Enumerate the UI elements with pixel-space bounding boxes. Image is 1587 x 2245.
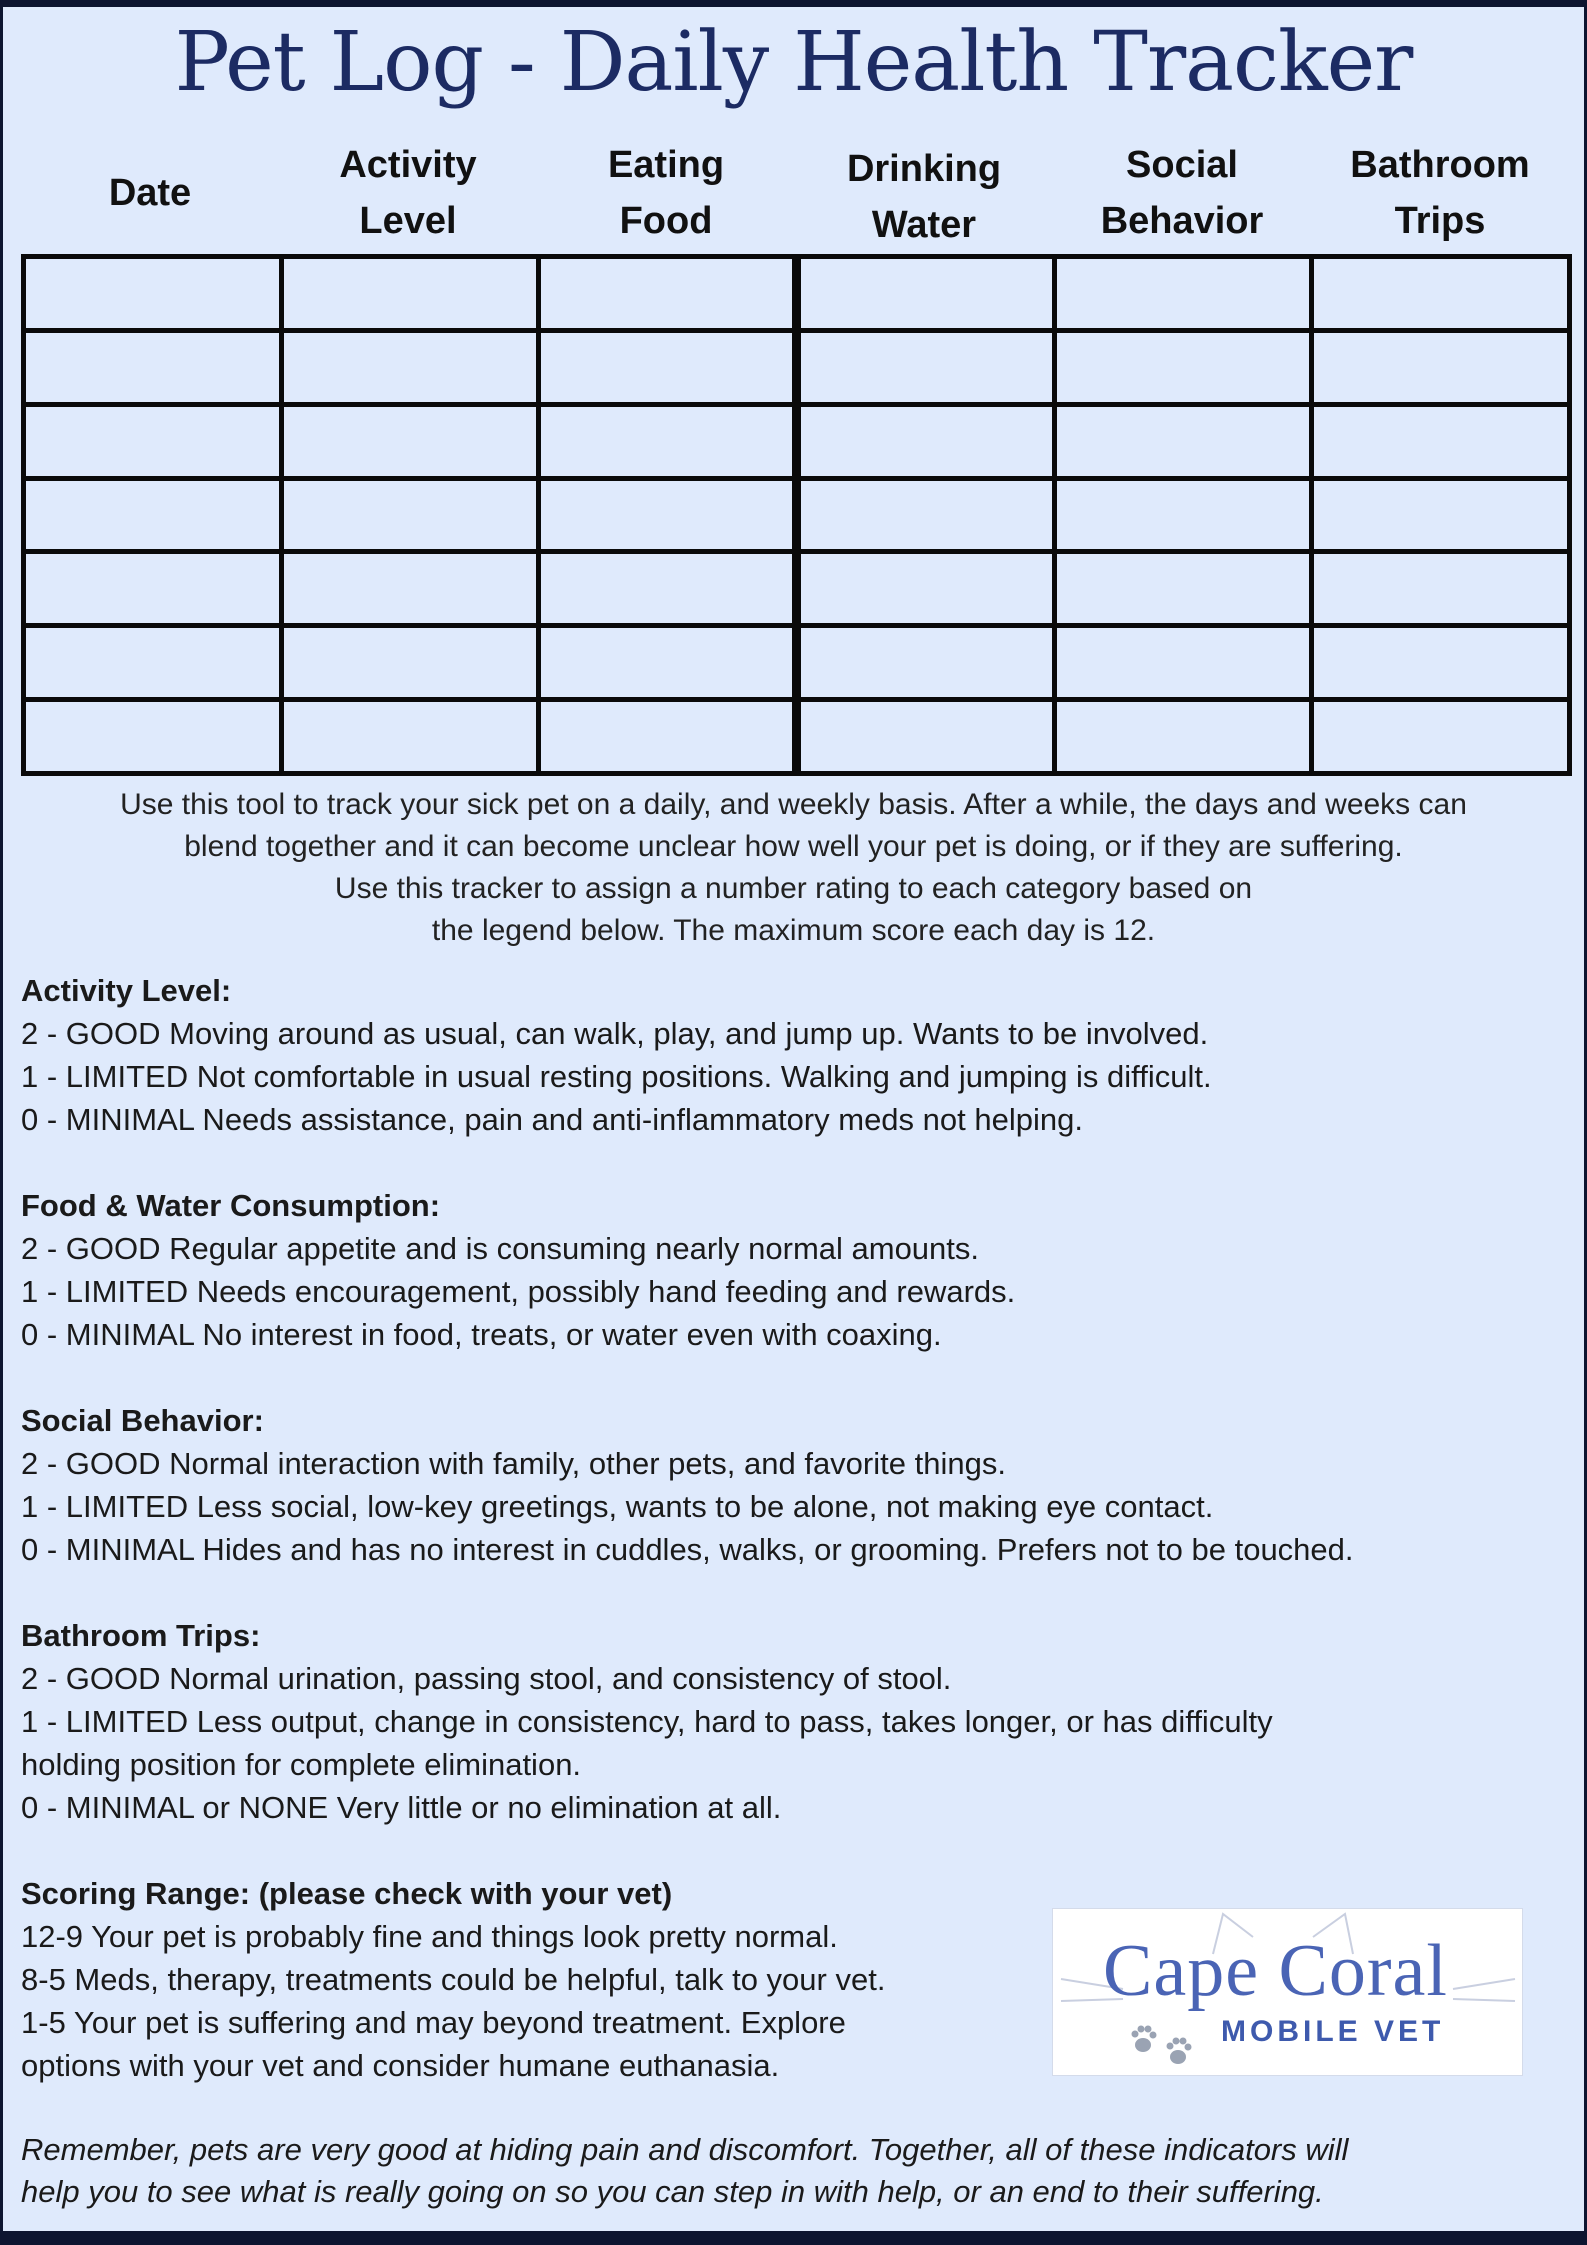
- paw-print-icon: [1123, 2017, 1213, 2069]
- remember-line: help you to see what is really going on so you can step in with help, or an end to their suffering.: [21, 2174, 1324, 2209]
- col-head-social: [1053, 137, 1311, 249]
- grid-row: [24, 478, 1570, 552]
- social-legend: [21, 1399, 1576, 1571]
- col-head-bathroom: [1311, 137, 1569, 249]
- tracker-grid: [21, 254, 1572, 776]
- legend-line: 1 - LIMITED Needs encouragement, possibly hand feeding and rewards.: [21, 1274, 1016, 1309]
- logo-subtitle: MOBILE VET: [1221, 2015, 1445, 2048]
- legend-line: 12-9 Your pet is probably fine and things look pretty normal.: [21, 1919, 838, 1954]
- col-head-bathroom-line2: Trips: [1394, 200, 1486, 242]
- grid-cell[interactable]: [796, 404, 1054, 478]
- bathroom-legend: [21, 1614, 1576, 1829]
- col-head-date: [21, 165, 279, 221]
- grid-row: [24, 404, 1570, 478]
- grid-row: [24, 626, 1570, 700]
- legend-line: 0 - MINIMAL No interest in food, treats, or water even with coaxing.: [21, 1317, 942, 1352]
- grid-row: [24, 700, 1570, 774]
- grid-cell[interactable]: [24, 552, 282, 626]
- legend-line: holding position for complete elimination.: [21, 1747, 582, 1782]
- grid-row: [24, 330, 1570, 404]
- scoring-heading: Scoring Range: (please check with your vet): [21, 1876, 673, 1911]
- grid-cell[interactable]: [281, 626, 539, 700]
- tracker-table: [21, 254, 1572, 776]
- grid-cell[interactable]: [1312, 478, 1570, 552]
- grid-cell[interactable]: [281, 700, 539, 774]
- food-heading: Food & Water Consumption:: [21, 1188, 441, 1223]
- grid-cell[interactable]: [539, 626, 797, 700]
- page-title: Pet Log - Daily Health Tracker: [174, 15, 1413, 110]
- cape-coral-logo: [1052, 1908, 1523, 2076]
- col-head-activity-line1: Activity: [339, 144, 477, 186]
- grid-cell[interactable]: [1054, 552, 1312, 626]
- intro-line: the legend below. The maximum score each day is 12.: [431, 914, 1156, 947]
- grid-cell[interactable]: [539, 478, 797, 552]
- social-heading: Social Behavior:: [21, 1403, 264, 1438]
- grid-cell[interactable]: [796, 478, 1054, 552]
- grid-cell[interactable]: [1054, 478, 1312, 552]
- legend-line: 0 - MINIMAL or NONE Very little or no elimination at all.: [21, 1790, 782, 1825]
- intro-line: Use this tool to track your sick pet on a daily, and weekly basis. After a while, the days and weeks can: [120, 788, 1467, 821]
- col-head-drinking-line2: Water: [871, 204, 977, 246]
- col-head-social-line2: Behavior: [1100, 200, 1264, 242]
- grid-cell[interactable]: [539, 552, 797, 626]
- grid-cell[interactable]: [1054, 626, 1312, 700]
- grid-cell[interactable]: [539, 330, 797, 404]
- grid-cell[interactable]: [1054, 404, 1312, 478]
- bathroom-heading: Bathroom Trips:: [21, 1618, 261, 1653]
- grid-cell[interactable]: [1312, 626, 1570, 700]
- food-legend: [21, 1184, 1576, 1356]
- grid-cell[interactable]: [281, 257, 539, 331]
- legend-line: 0 - MINIMAL Needs assistance, pain and anti-inflammatory meds not helping.: [21, 1102, 1083, 1137]
- grid-cell[interactable]: [796, 700, 1054, 774]
- legend-line: 2 - GOOD Normal urination, passing stool, and consistency of stool.: [21, 1661, 952, 1696]
- col-head-bathroom-line1: Bathroom: [1350, 144, 1530, 186]
- grid-cell[interactable]: [796, 626, 1054, 700]
- grid-cell[interactable]: [281, 478, 539, 552]
- activity-heading: Activity Level:: [21, 973, 232, 1008]
- remember-note: [21, 2129, 1571, 2213]
- grid-cell[interactable]: [281, 404, 539, 478]
- grid-cell[interactable]: [796, 552, 1054, 626]
- grid-cell[interactable]: [281, 330, 539, 404]
- intro-line: Use this tracker to assign a number rating to each category based on: [334, 872, 1253, 905]
- legend-line: 1-5 Your pet is suffering and may beyond treatment. Explore: [21, 2005, 846, 2040]
- legend-line: 1 - LIMITED Less social, low-key greetings, wants to be alone, not making eye contact.: [21, 1489, 1214, 1524]
- grid-cell[interactable]: [24, 700, 282, 774]
- legend-line: 2 - GOOD Regular appetite and is consuming nearly normal amounts.: [21, 1231, 980, 1266]
- col-head-date-line1: Date: [108, 172, 192, 214]
- grid-cell[interactable]: [281, 552, 539, 626]
- activity-legend: [21, 969, 1576, 1141]
- grid-cell[interactable]: [1054, 257, 1312, 331]
- col-head-activity: [279, 137, 537, 249]
- grid-cell[interactable]: [24, 330, 282, 404]
- legend-line: 2 - GOOD Normal interaction with family, other pets, and favorite things.: [21, 1446, 1006, 1481]
- grid-row: [24, 257, 1570, 331]
- grid-cell[interactable]: [24, 404, 282, 478]
- remember-line: Remember, pets are very good at hiding pain and discomfort. Together, all of these indicators will: [21, 2132, 1349, 2167]
- grid-cell[interactable]: [24, 626, 282, 700]
- grid-cell[interactable]: [1054, 330, 1312, 404]
- grid-cell[interactable]: [24, 478, 282, 552]
- grid-row: [24, 552, 1570, 626]
- grid-cell[interactable]: [1312, 552, 1570, 626]
- grid-cell[interactable]: [796, 330, 1054, 404]
- legend-line: 0 - MINIMAL Hides and has no interest in cuddles, walks, or grooming. Prefers not to be touched.: [21, 1532, 1354, 1567]
- col-head-eating-line1: Eating: [607, 144, 725, 186]
- grid-cell[interactable]: [1312, 330, 1570, 404]
- grid-cell[interactable]: [1054, 700, 1312, 774]
- col-head-social-line1: Social: [1126, 144, 1238, 186]
- grid-cell[interactable]: [1312, 700, 1570, 774]
- grid-cell[interactable]: [796, 257, 1054, 331]
- grid-cell[interactable]: [1312, 404, 1570, 478]
- logo-name: Cape Coral: [1103, 1930, 1448, 2012]
- intro-text: [3, 784, 1584, 952]
- grid-cell[interactable]: [1312, 257, 1570, 331]
- col-head-drinking: [795, 141, 1053, 253]
- legend-line: 1 - LIMITED Not comfortable in usual resting positions. Walking and jumping is difficult.: [21, 1059, 1212, 1094]
- legend-line: 1 - LIMITED Less output, change in consistency, hard to pass, takes longer, or has difficulty: [21, 1704, 1273, 1739]
- grid-cell[interactable]: [539, 700, 797, 774]
- legend-line: 2 - GOOD Moving around as usual, can walk, play, and jump up. Wants to be involved.: [21, 1016, 1209, 1051]
- column-headers: [21, 137, 1572, 252]
- grid-cell[interactable]: [24, 257, 282, 331]
- legend-line: 8-5 Meds, therapy, treatments could be helpful, talk to your vet.: [21, 1962, 886, 1997]
- col-head-drinking-line1: Drinking: [846, 148, 1002, 190]
- col-head-eating-line2: Food: [619, 200, 713, 242]
- intro-line: blend together and it can become unclear how well your pet is doing, or if they are suffering.: [184, 830, 1403, 863]
- grid-cell[interactable]: [539, 404, 797, 478]
- grid-cell[interactable]: [539, 257, 797, 331]
- col-head-eating: [537, 137, 795, 249]
- legend-line: options with your vet and consider humane euthanasia.: [21, 2048, 780, 2083]
- scoring-legend: [21, 1872, 1041, 2087]
- col-head-activity-line2: Level: [359, 200, 457, 242]
